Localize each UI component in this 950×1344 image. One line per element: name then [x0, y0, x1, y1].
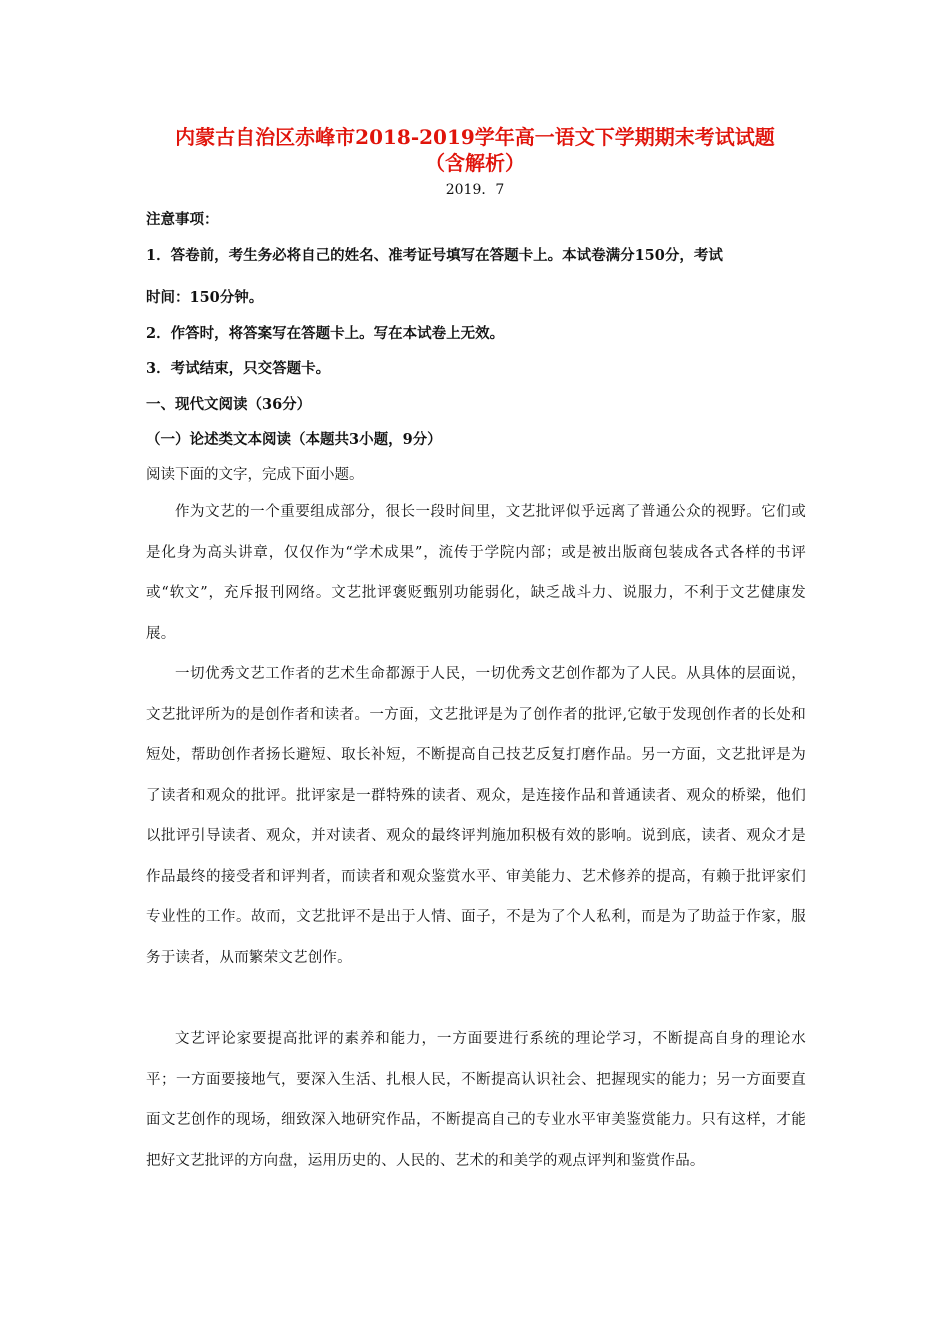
passage-paragraph-1: 作为文艺的一个重要组成部分，很长一段时间里，文艺批评似乎远离了普通公众的视野。它们或是化身为高头讲章，仅仅作为“学术成果”，流传于学院内部；或是被出版商包装成各式各样的书评或“软文”，充斥报刊网络。文艺批评褒贬甄别功能弱化，缺乏战斗力、说服力，不利于文艺健康发展。 — [146, 504, 806, 642]
document-title: 内蒙古自治区赤峰市2018-2019学年高一语文下学期期末考试试题 — [175, 125, 775, 149]
subsection-heading: （一）论述类文本阅读（本题共3小题，9分） — [146, 431, 442, 448]
notice-item-3: 3．考试结束，只交答题卡。 — [146, 360, 331, 377]
notice-item-2: 2．作答时，将答案写在答题卡上。写在本试卷上无效。 — [146, 325, 505, 342]
section-heading: 一、现代文阅读（36分） — [146, 396, 312, 413]
document-date: 2019．7 — [445, 182, 505, 198]
notice-item-1-continued: 时间：150分钟。 — [146, 289, 264, 306]
reading-instruction: 阅读下面的文字，完成下面小题。 — [146, 467, 364, 483]
document-title-subtitle: （含解析） — [425, 151, 525, 175]
passage-paragraph-2: 一切优秀文艺工作者的艺术生命都源于人民，一切优秀文艺创作都为了人民。从具体的层面说，文艺批评所为的是创作者和读者。一方面，文艺批评是为了创作者的批评,它敏于发现创作者的长处和短处，帮助创作者扬长避短、取长补短，不断提高自己技艺反复打磨作品。另一方面，文艺批评是为了读者和观众的批评。批评家是一群特殊的读者、观众，是连接作品和普通读者、观众的桥梁，他们以批评引导读者、观众，并对读者、观众的最终评判施加积极有效的影响。说到底，读者、观众才是作品最终的接受者和评判者，而读者和观众鉴赏水平、审美能力、艺术修养的提高，有赖于批评家们专业性的工作。故而，文艺批评不是出于人情、面子，不是为了个人私利，而是为了助益于作家，服务于读者，从而繁荣文艺创作。 — [146, 666, 806, 966]
notice-item-1: 1．答卷前，考生务必将自己的姓名、准考证号填写在答题卡上。本试卷满分150分，考试 — [146, 247, 723, 264]
passage-paragraph-3: 文艺评论家要提高批评的素养和能力，一方面要进行系统的理论学习，不断提高自身的理论水平；一方面要接地气，要深入生活、扎根人民，不断提高认识社会、把握现实的能力；另一方面要直面文艺创作的现场，细致深入地研究作品，不断提高自己的专业水平审美鉴赏能力。只有这样，才能把好文艺批评的方向盘，运用历史的、人民的、艺术的和美学的观点评判和鉴赏作品。 — [146, 1031, 806, 1169]
notice-heading: 注意事项： — [146, 211, 219, 228]
